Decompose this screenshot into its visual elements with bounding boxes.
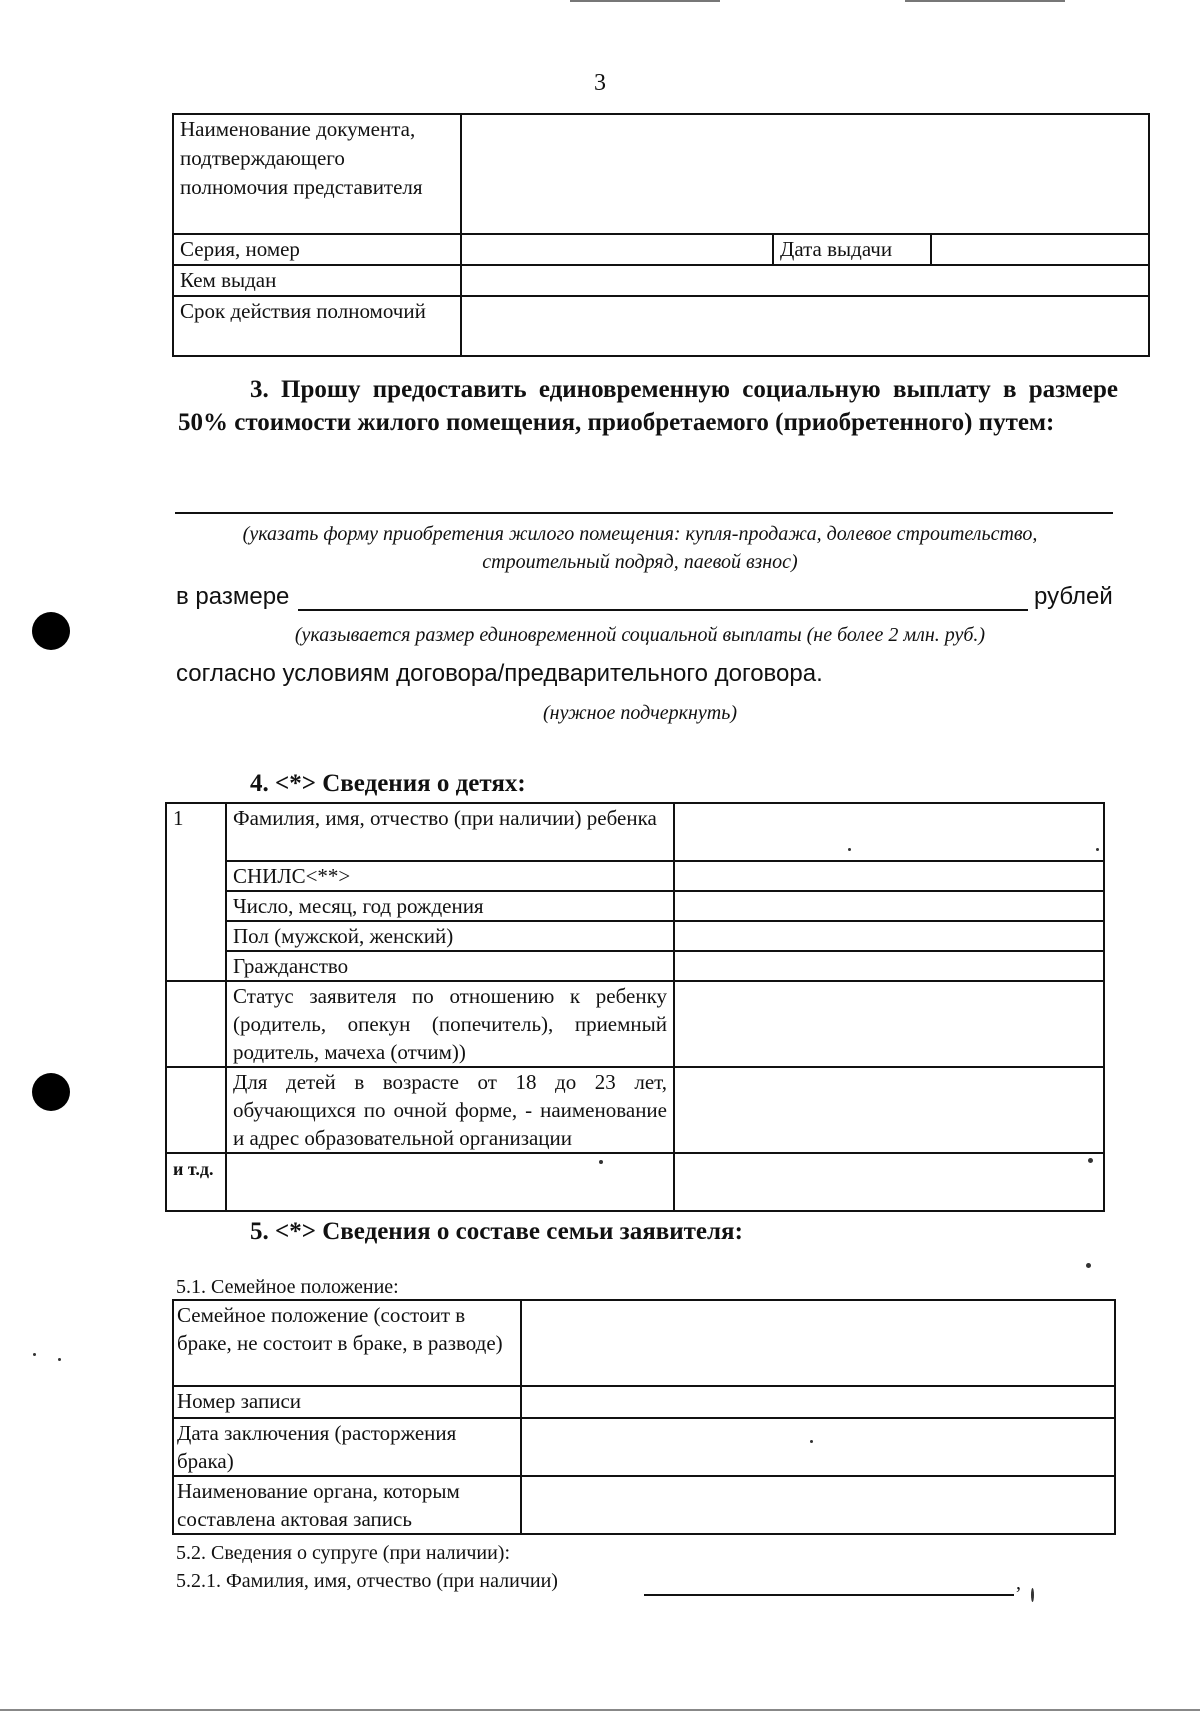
issue-date-cell[interactable] (931, 234, 1149, 265)
status-row-number (166, 981, 226, 1067)
section5-title: 5. <*> Сведения о составе семьи заявителя: (250, 1218, 743, 1245)
education-row-number (166, 1067, 226, 1153)
scan-speck (33, 1353, 36, 1356)
etc-label: и т.д. (166, 1153, 226, 1211)
spouse-line-comma: , (1016, 1572, 1021, 1594)
child-citizenship-label: Гражданство (226, 951, 674, 981)
issued-by-label: Кем выдан (173, 265, 461, 296)
acquisition-form-line[interactable] (175, 512, 1113, 514)
marital-table (172, 1299, 1116, 1535)
child-birthdate-cell[interactable] (674, 891, 1104, 921)
child-sex-cell[interactable] (674, 921, 1104, 951)
page-number: 3 (594, 70, 606, 96)
punch-hole-mark (32, 612, 70, 650)
spouse-subheading: 5.2. Сведения о супруге (при наличии): (176, 1542, 510, 1564)
issued-by-cell[interactable] (461, 265, 1149, 296)
scan-speck (599, 1160, 603, 1164)
registry-office-label: Наименование органа, которым составлена актовая запись (173, 1476, 521, 1534)
spouse-name-line[interactable] (644, 1594, 1014, 1596)
contract-text: согласно условиям договора/предварительного договора. (176, 660, 823, 687)
validity-label: Срок действия полномочий (173, 296, 461, 356)
child-row-number: 1 (166, 803, 226, 981)
scan-speck (1096, 848, 1099, 851)
registry-office-cell[interactable] (521, 1476, 1115, 1534)
representative-table (172, 113, 1150, 357)
acquisition-form-note: (указать форму приобретения жилого помещения: купля-продажа, долевое строительство, строительный подряд, паевой взнос) (242, 523, 1038, 573)
series-cell[interactable] (461, 234, 773, 265)
issue-date-label: Дата выдачи (773, 234, 931, 265)
doc-name-label: Наименование документа, подтверждающего полномочия представителя (173, 114, 461, 234)
scan-edge-line (905, 0, 1065, 2)
scan-speck (1031, 1588, 1034, 1602)
punch-hole-mark (32, 1073, 70, 1111)
scan-speck (1088, 1158, 1093, 1163)
amount-line[interactable] (298, 609, 1028, 611)
child-snils-label: СНИЛС<**> (226, 861, 674, 891)
education-label: Для детей в возрасте от 18 до 23 лет, обучающихся по очной форме, - наименование и адрес образовательной организации (226, 1067, 674, 1153)
section4-title: 4. <*> Сведения о детях: (250, 770, 526, 797)
children-table (165, 802, 1105, 1212)
etc-cell-2[interactable] (674, 1153, 1104, 1211)
scan-edge-line (570, 0, 720, 2)
validity-cell[interactable] (461, 296, 1149, 356)
child-sex-label: Пол (мужской, женский) (226, 921, 674, 951)
doc-name-cell[interactable] (461, 114, 1149, 234)
scan-speck (810, 1440, 813, 1443)
series-label: Серия, номер (173, 234, 461, 265)
marriage-date-label: Дата заключения (расторжения брака) (173, 1418, 521, 1476)
child-snils-cell[interactable] (674, 861, 1104, 891)
marital-status-label: Семейное положение (состоит в браке, не состоит в браке, в разводе) (173, 1300, 521, 1386)
spouse-name-label: 5.2.1. Фамилия, имя, отчество (при наличии) (176, 1570, 558, 1592)
underline-note: (нужное подчеркнуть) (543, 702, 737, 724)
marital-subheading: 5.1. Семейное положение: (176, 1276, 399, 1298)
scan-speck (1086, 1263, 1091, 1268)
child-birthdate-label: Число, месяц, год рождения (226, 891, 674, 921)
applicant-status-label: Статус заявителя по отношению к ребенку (родитель, опекун (попечитель), приемный родитель, мачеха (отчим)) (226, 981, 674, 1067)
scan-bottom-line (0, 1709, 1200, 1711)
scan-speck (58, 1358, 61, 1361)
section3-title: 3. Прошу предоставить единовременную социальную выплату в размере 50% стоимости жилого помещения, приобретаемого (приобретенного) путем: (178, 376, 1118, 436)
child-name-label: Фамилия, имя, отчество (при наличии) ребенка (226, 803, 674, 861)
child-name-cell[interactable] (674, 803, 1104, 861)
marriage-date-cell[interactable] (521, 1418, 1115, 1476)
amount-note: (указывается размер единовременной социальной выплаты (не более 2 млн. руб.) (294, 624, 986, 646)
amount-suffix: рублей (1034, 583, 1113, 610)
amount-prefix: в размере (176, 583, 290, 610)
record-number-label: Номер записи (173, 1386, 521, 1418)
etc-cell-1[interactable] (226, 1153, 674, 1211)
record-number-cell[interactable] (521, 1386, 1115, 1418)
child-citizenship-cell[interactable] (674, 951, 1104, 981)
education-cell[interactable] (674, 1067, 1104, 1153)
marital-status-cell[interactable] (521, 1300, 1115, 1386)
applicant-status-cell[interactable] (674, 981, 1104, 1067)
scan-speck (848, 848, 851, 851)
